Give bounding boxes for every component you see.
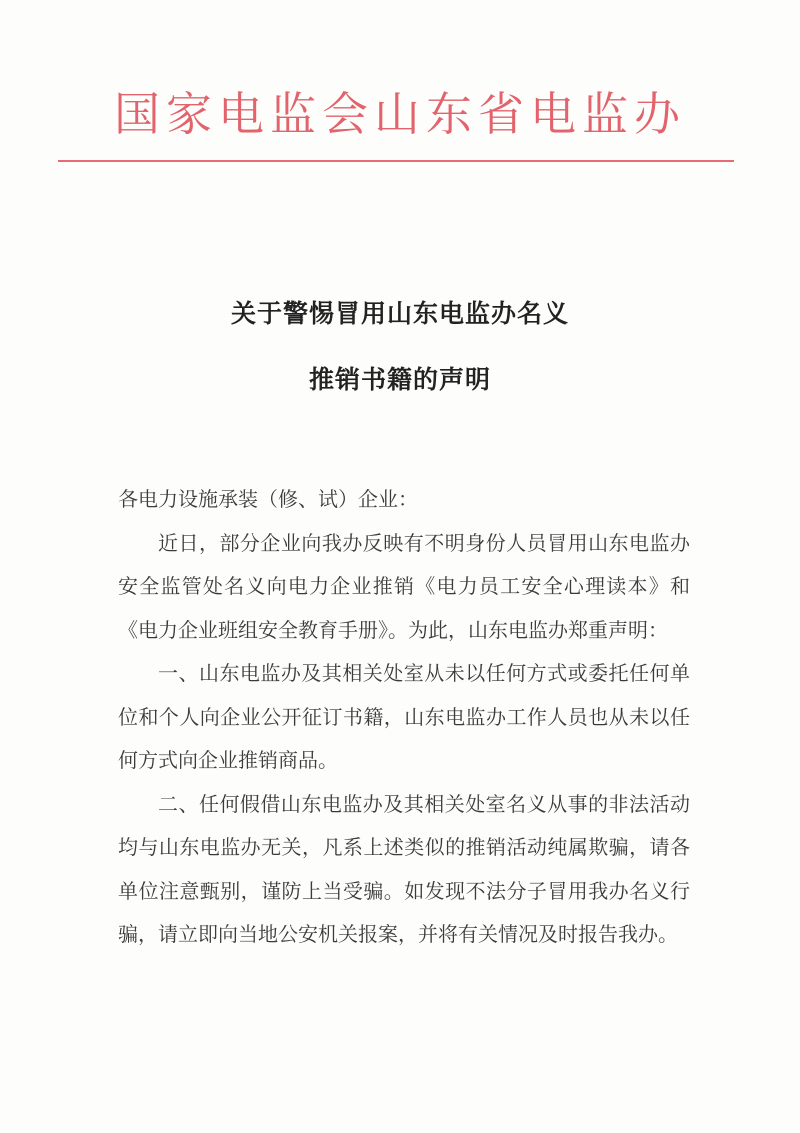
letterhead-divider — [58, 160, 734, 162]
document-title-line-1: 关于警惕冒用山东电监办名义 — [230, 299, 569, 328]
letterhead-title: 国家电监会山东省电监办 — [114, 87, 686, 141]
paragraph-point-1: 一、山东电监办及其相关处室从未以任何方式或委托任何单位和个人向企业公开征订书籍，山东电监办工作人员也从未以任何方式向企业推销商品。 — [118, 661, 690, 772]
document-body — [118, 478, 690, 957]
paragraph-point-2: 二、任何假借山东电监办及其相关处室名义从事的非法活动均与山东电监办无关，凡系上述类似的推销活动纯属欺骗，请各单位注意甄别，谨防上当受骗。如发现不法分子冒用我办名义行骗，请立即向当地公安机关报案，并将有关情况及时报告我办。 — [118, 791, 690, 946]
paragraph-intro: 近日，部分企业向我办反映有不明身份人员冒用山东电监办安全监管处名义向电力企业推销《电力员工安全心理读本》和《电力企业班组安全教育手册》。为此，山东电监办郑重声明： — [118, 530, 690, 642]
document-title-line-2: 推销书籍的声明 — [308, 365, 491, 394]
salutation: 各电力设施承装（修、试）企业： — [118, 487, 418, 511]
